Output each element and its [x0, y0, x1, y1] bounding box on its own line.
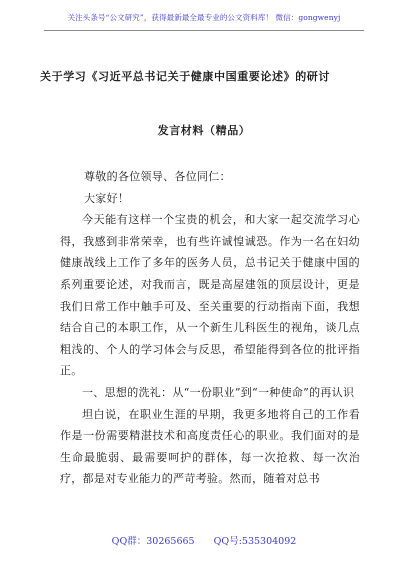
footer-contact: [0, 533, 408, 547]
footer-qq-number: QQ号:535304092: [213, 536, 297, 547]
footer-qq-group: QQ群：30265665: [111, 536, 195, 547]
document-subtitle: 发言材料（精品）: [157, 124, 251, 137]
salutation-paragraph: 大家好！: [84, 191, 130, 205]
header-divider: [44, 30, 364, 31]
greeting-paragraph: 尊敬的各位领导、各位同仁：: [84, 170, 231, 183]
document-body: [60, 166, 360, 490]
body-paragraph: 坦白说，在职业生涯的早期，我更多地将自己的工作看作是一份需要精湛技术和高度责任心的职业。我们面对的是生命最脆弱、最需要呵护的群体，每一次抢救、每一次治疗，都是对专业能力的严苛考验。然而，随着对总书: [60, 407, 360, 486]
document-title: 关于学习《习近平总书记关于健康中国重要论述》的研讨: [40, 70, 330, 83]
section-heading: 一、思想的洗礼：从“一份职业”到“一种使命”的再认识: [82, 385, 355, 399]
header-note: 关注头条号“公文研究”，获得最新最全最专业的公文资料库！ 微信：gongwenyj: [67, 13, 341, 22]
body-paragraph: 今天能有这样一个宝贵的机会，和大家一起交流学习心得，我感到非常荣幸，也有些许诚惶诚恐。作为一名在妇幼健康战线上工作了多年的医务人员，总书记关于健康中国的系列重要论述，对我而言，既是高屋建瓴的顶层设计，更是我们日常工作中触手可及、至关重要的行动指南下面，我想结合自己的本职工作，从一个新生儿科医生的视角，谈几点粗浅的、个人的学习体会与反思，希望能得到各位的批评指正。: [60, 213, 360, 378]
